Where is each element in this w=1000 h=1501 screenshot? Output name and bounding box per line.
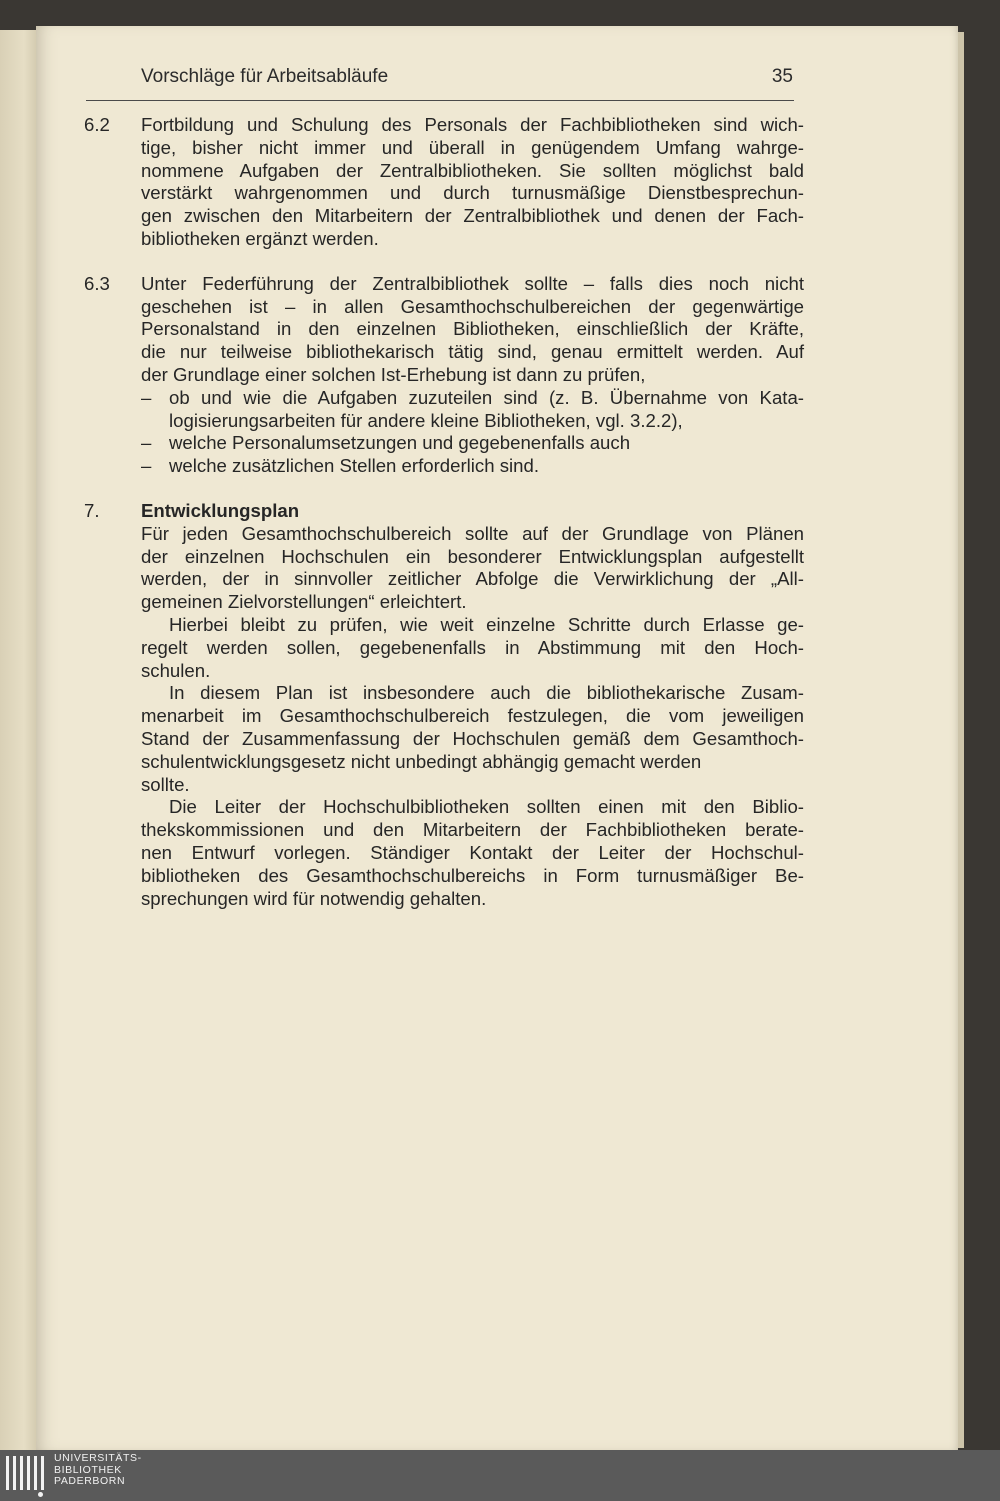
text-line: Hierbei bleibt zu prüfen, wie weit einzelne Schritte durch Erlasse ge-	[169, 613, 804, 635]
text-line: gen zwischen den Mitarbeitern der Zentralbibliothek und denen der Fach-	[141, 205, 804, 227]
text-line: Die Leiter der Hochschulbibliotheken sollten einen mit den Biblio-	[169, 796, 804, 818]
text-line: Personalstand in den einzelnen Bibliotheken, einschließlich der Kräfte,	[141, 318, 804, 340]
library-name-line: BIBLIOTHEK	[54, 1463, 122, 1476]
text-line: die nur teilweise bibliothekarisch tätig sind, genau ermittelt werden. Auf	[141, 341, 804, 363]
text-line: sprechungen wird für notwendig gehalten.	[141, 887, 487, 909]
text-line: bibliotheken ergänzt werden.	[141, 227, 379, 249]
text-line: Für jeden Gesamthochschulbereich sollte auf der Grundlage von Plänen	[141, 522, 804, 544]
text-line: In diesem Plan ist insbesondere auch die bibliothekarische Zusam-	[169, 682, 804, 704]
dash-marker: –	[141, 432, 152, 454]
library-name	[54, 1453, 142, 1488]
text-line: welche zusätzlichen Stellen erforderlich sind.	[169, 455, 539, 477]
section-6-3	[84, 273, 804, 478]
text-line: der einzelnen Hochschulen ein besonderer Entwicklungsplan aufgestellt	[141, 545, 804, 567]
text-line: bibliotheken des Gesamthochschulbereichs in Form turnusmäßiger Be-	[141, 864, 804, 886]
text-line: Stand der Zusammenfassung der Hochschulen gemäß dem Gesamthoch-	[141, 727, 804, 749]
text-line: schulentwicklungsgesetz nicht unbedingt abhängig gemacht werden	[141, 750, 702, 772]
dash-list-item	[141, 432, 804, 455]
running-title: Vorschläge für Arbeitsabläufe	[141, 66, 389, 87]
text-line: ob und wie die Aufgaben zuzuteilen sind (z. B. Übernahme von Kata-	[169, 386, 804, 408]
text-line: Fortbildung und Schulung des Personals der Fachbibliotheken sind wich-	[141, 114, 804, 135]
section-7	[84, 500, 804, 910]
text-line: Unter Federführung der Zentralbibliothek sollte – falls dies noch nicht	[141, 272, 804, 294]
page-content	[84, 114, 804, 932]
text-line: thekskommissionen und den Mitarbeitern der Fachbibliotheken berate-	[141, 819, 804, 841]
header-rule	[86, 100, 794, 101]
text-line: schulen.	[141, 659, 211, 681]
library-name-line: UNIVERSITÄTS-	[54, 1452, 142, 1464]
text-line: geschehen ist – in allen Gesamthochschulbereichen der gegenwärtige	[141, 295, 804, 317]
text-line: regelt werden sollen, gegebenenfalls in Abstimmung mit den Hoch-	[141, 636, 804, 658]
dash-marker: –	[141, 455, 152, 477]
text-line: werden, der in sinnvoller zeitlicher Abfolge die Verwirklichung der „All-	[141, 568, 804, 590]
section-number: 6.3	[84, 272, 110, 294]
text-line: gemeinen Zielvorstellungen“ erleichtert.	[141, 591, 467, 613]
dash-marker: –	[141, 386, 152, 408]
left-page-edge	[0, 30, 40, 1450]
text-line: sollte.	[141, 773, 190, 795]
library-name-line: PADERBORN	[54, 1475, 126, 1487]
section-heading: Entwicklungsplan	[141, 499, 300, 521]
text-line: tige, bisher nicht immer und überall in genügendem Umfang wahrge-	[141, 136, 804, 158]
text-line: der Grundlage einer solchen Ist-Erhebung ist dann zu prüfen,	[141, 363, 646, 385]
text-line: nen Entwurf vorlegen. Ständiger Kontakt der Leiter der Hochschul-	[141, 841, 804, 863]
logo-dot	[38, 1492, 43, 1497]
library-logo-icon	[4, 1456, 46, 1496]
library-footer-banner	[0, 1450, 1000, 1501]
right-page-edge	[958, 32, 964, 1448]
text-line: nommene Aufgaben der Zentralbibliotheken. Sie sollten möglichst bald	[141, 159, 804, 181]
running-header	[141, 66, 793, 94]
text-line: verstärkt wahrgenommen und durch turnusmäßige Dienstbesprechun-	[141, 182, 804, 204]
text-line: logisierungsarbeiten für andere kleine Bibliotheken, vgl. 3.2.2),	[169, 409, 683, 431]
section-6-2	[84, 114, 804, 251]
text-line: menarbeit im Gesamthochschulbereich festzulegen, die vom jeweiligen	[141, 705, 804, 727]
text-line: welche Personalumsetzungen und gegebenenfalls auch	[169, 432, 631, 454]
section-number: 6.2	[84, 114, 110, 135]
page-number: 35	[771, 66, 793, 87]
dash-list-item	[141, 455, 804, 478]
dash-list-item	[141, 387, 804, 433]
section-number: 7.	[84, 499, 100, 521]
